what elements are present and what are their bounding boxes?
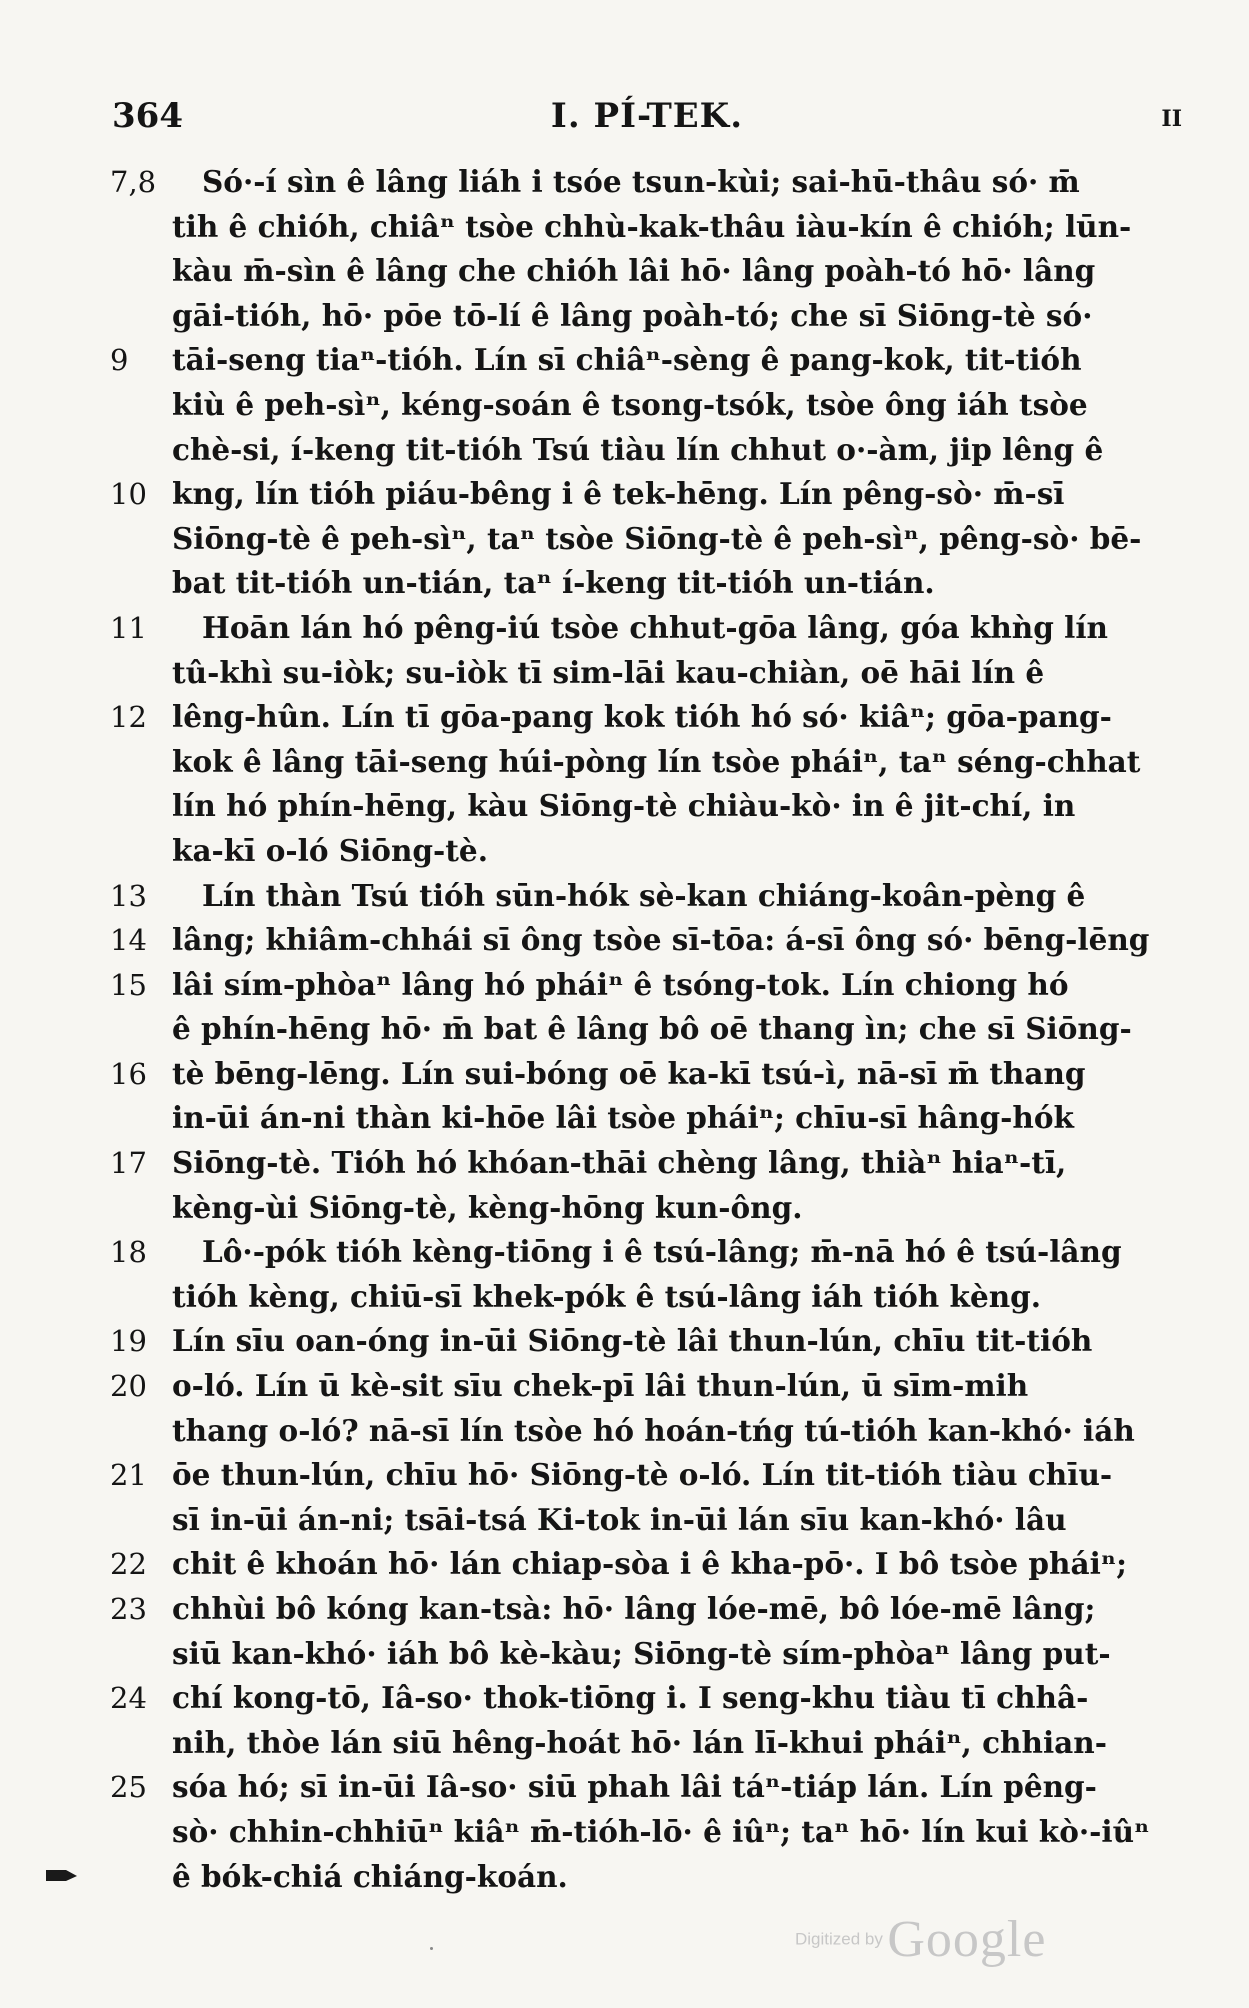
text-line <box>110 160 1182 205</box>
text-body <box>110 160 1182 1899</box>
line-text: kàu m̄-sìn ê lâng che chióh lâi hō· lâng poàh-tó hō· lâng <box>172 253 1096 289</box>
verse-number: 17 <box>110 1146 147 1181</box>
speck <box>430 1947 433 1950</box>
verse-number: 14 <box>110 923 147 958</box>
line-text: thang o-ló? nā-sī lín tsòe hó hoán-tńg tú-tióh kan-khó· iáh <box>172 1412 1135 1448</box>
text-line <box>110 740 1182 785</box>
text-line <box>110 1141 1182 1186</box>
text-line <box>110 1275 1182 1320</box>
verse-number: 15 <box>110 967 147 1002</box>
text-line <box>110 695 1182 740</box>
page-header <box>112 96 1182 156</box>
line-text: ê bók-chiá chiáng-koán. <box>172 1858 568 1894</box>
text-line <box>110 606 1182 651</box>
running-title: I. PÍ-TEK. <box>550 96 744 136</box>
line-text: Hoān lán hó pêng-iú tsòe chhut-gōa lâng, góa khǹg lín <box>202 609 1108 645</box>
verse-number: 7,8 <box>110 165 157 199</box>
line-text: chhùi bô kóng kan-tsà: hō· lâng lóe-mē, bô lóe-mē lâng; <box>172 1591 1096 1626</box>
line-text: kok ê lâng tāi-seng húi-pòng lín tsòe pháiⁿ, taⁿ séng-chhat <box>172 743 1141 779</box>
line-text: Lín sīu oan-óng in-ūi Siōng-tè lâi thun-lún, chīu tit-tióh <box>172 1323 1093 1359</box>
line-text: in-ūi án-ni thàn ki-hōe lâi tsòe pháiⁿ; chīu-sī hâng-hók <box>172 1100 1074 1136</box>
text-line <box>110 1364 1182 1409</box>
text-line <box>110 249 1182 294</box>
line-text: Lín thàn Tsú tióh sūn-hók sè-kan chiáng-koân-pèng ê <box>202 877 1086 913</box>
verse-number: 24 <box>110 1681 147 1716</box>
verse-number: 25 <box>110 1770 147 1805</box>
text-line <box>110 338 1182 383</box>
line-text: lêng-hûn. Lín tī gōa-pang kok tióh hó só· kiâⁿ; gōa-pang- <box>172 699 1112 735</box>
text-line <box>110 1007 1182 1052</box>
pointing-hand-icon <box>46 1866 78 1884</box>
text-line <box>110 383 1182 428</box>
line-text: lâi sím-phòaⁿ lâng hó pháiⁿ ê tsóng-tok. Lín chiong hó <box>172 966 1069 1002</box>
text-line <box>110 1810 1182 1855</box>
text-line <box>110 1765 1182 1810</box>
text-line <box>110 784 1182 829</box>
line-text: gāi-tióh, hō· pōe tō-lí ê lâng poàh-tó; che sī Siōng-tè só· <box>172 297 1093 333</box>
text-line <box>110 1186 1182 1231</box>
line-text: kiù ê peh-sìⁿ, kéng-soán ê tsong-tsók, tsòe ông iáh tsòe <box>172 386 1088 422</box>
text-line <box>110 517 1182 562</box>
line-text: o-ló. Lín ū kè-sit sīu chek-pī lâi thun-lún, ū sīm-mih <box>172 1368 1029 1404</box>
line-text: nih, thòe lán siū hêng-hoát hō· lán lī-khui pháiⁿ, chhian- <box>172 1724 1107 1760</box>
line-text: sī in-ūi án-ni; tsāi-tsá Ki-tok in-ūi lán sīu kan-khó· lâu <box>172 1501 1067 1537</box>
verse-number: 10 <box>110 477 147 512</box>
page-number: 364 <box>112 96 183 136</box>
line-text: tè bēng-lēng. Lín sui-bóng oē ka-kī tsú-ì, nā-sī m̄ thang <box>172 1055 1086 1091</box>
line-text: lín hó phín-hēng, kàu Siōng-tè chiàu-kò· in ê jit-chí, in <box>172 788 1076 824</box>
text-line <box>110 1587 1182 1632</box>
verse-number: 23 <box>110 1592 147 1626</box>
line-text: ōe thun-lún, chīu hō· Siōng-tè o-ló. Lín tit-tióh tiàu chīu- <box>172 1457 1113 1493</box>
line-text: ê phín-hēng hō· m̄ bat ê lâng bô oē thang ìn; che sī Siōng- <box>172 1011 1132 1047</box>
text-line <box>110 1052 1182 1097</box>
line-text: tih ê chióh, chiâⁿ tsòe chhù-kak-thâu iàu-kín ê chióh; lūn- <box>172 208 1132 244</box>
line-text: chit ê khoán hō· lán chiap-sòa i ê kha-pō·. I bô tsòe pháiⁿ; <box>172 1546 1127 1582</box>
line-text: Só·-í sìn ê lâng liáh i tsóe tsun-kùi; sai-hū-thâu só· m̄ <box>202 164 1080 199</box>
text-line <box>110 874 1182 919</box>
line-text: Lô·-pók tióh kèng-tiōng i ê tsú-lâng; m̄-nā hó ê tsú-lâng <box>202 1234 1122 1270</box>
line-text: tióh kèng, chiū-sī khek-pók ê tsú-lâng iáh tióh kèng. <box>172 1278 1042 1314</box>
verse-number: 9 <box>110 343 129 378</box>
verse-number: 11 <box>110 610 147 645</box>
text-line <box>110 1721 1182 1766</box>
text-line <box>110 1498 1182 1543</box>
text-line <box>110 1676 1182 1721</box>
line-text: ka-kī o-ló Siōng-tè. <box>172 832 488 868</box>
google-logo: Google <box>887 1911 1047 1968</box>
line-text: tû-khì su-iòk; su-iòk tī sim-lāi kau-chiàn, oē hāi lín ê <box>172 654 1045 690</box>
line-text: chè-si, í-keng tit-tióh Tsú tiàu lín chhut o·-àm, jip lêng ê <box>172 431 1104 467</box>
text-line <box>110 428 1182 473</box>
text-line <box>110 918 1182 963</box>
text-line <box>110 1096 1182 1141</box>
verse-number: 22 <box>110 1547 147 1582</box>
verse-number: 21 <box>110 1458 147 1493</box>
line-text: kng, lín tióh piáu-bêng i ê tek-hēng. Lín pêng-sò· m̄-sī <box>172 476 1065 512</box>
line-text: Siōng-tè ê peh-sìⁿ, taⁿ tsòe Siōng-tè ê peh-sìⁿ, pêng-sò· bē- <box>172 520 1142 556</box>
verse-number: 13 <box>110 878 147 913</box>
text-line <box>110 1409 1182 1454</box>
watermark-prefix: Digitized by <box>795 1929 883 1949</box>
text-line <box>110 963 1182 1008</box>
text-line <box>110 1542 1182 1587</box>
text-line <box>110 651 1182 696</box>
text-line <box>110 205 1182 250</box>
text-line <box>110 1230 1182 1275</box>
text-line <box>110 294 1182 339</box>
line-text: chí kong-tō, Iâ-so· thok-tiōng i. I seng-khu tiàu tī chhâ- <box>172 1680 1089 1716</box>
line-text: tāi-seng tiaⁿ-tióh. Lín sī chiâⁿ-sèng ê pang-kok, tit-tióh <box>172 342 1082 378</box>
line-text: siū kan-khó· iáh bô kè-kàu; Siōng-tè sím-phòaⁿ lâng put- <box>172 1635 1111 1671</box>
verse-number: 18 <box>110 1235 147 1270</box>
digitized-watermark <box>795 1910 1046 1969</box>
line-text: lâng; khiâm-chhái sī ông tsòe sī-tōa: á-sī ông só· bēng-lēng <box>172 922 1150 958</box>
line-text: sóa hó; sī in-ūi Iâ-so· siū phah lâi táⁿ-tiáp lán. Lín pêng- <box>172 1769 1097 1805</box>
text-line <box>110 1453 1182 1498</box>
text-line <box>110 1632 1182 1677</box>
text-line <box>110 829 1182 874</box>
text-line <box>110 472 1182 517</box>
text-line <box>110 1319 1182 1364</box>
line-text: bat tit-tióh un-tián, taⁿ í-keng tit-tióh un-tián. <box>172 565 935 601</box>
verse-number: 16 <box>110 1056 147 1091</box>
line-text: Siōng-tè. Tióh hó khóan-thāi chèng lâng, thiàⁿ hiaⁿ-tī, <box>172 1145 1067 1181</box>
text-line <box>110 1855 1182 1900</box>
verse-number: 20 <box>110 1369 147 1404</box>
chapter-number: II <box>1161 106 1182 132</box>
verse-number: 19 <box>110 1324 147 1359</box>
line-text: sò· chhin-chhiūⁿ kiâⁿ m̄-tióh-lō· ê iûⁿ; taⁿ hō· lín kui kò·-iûⁿ <box>172 1813 1150 1849</box>
line-text: kèng-ùi Siōng-tè, kèng-hōng kun-ông. <box>172 1189 803 1225</box>
verse-number: 12 <box>110 700 147 735</box>
text-line <box>110 561 1182 606</box>
